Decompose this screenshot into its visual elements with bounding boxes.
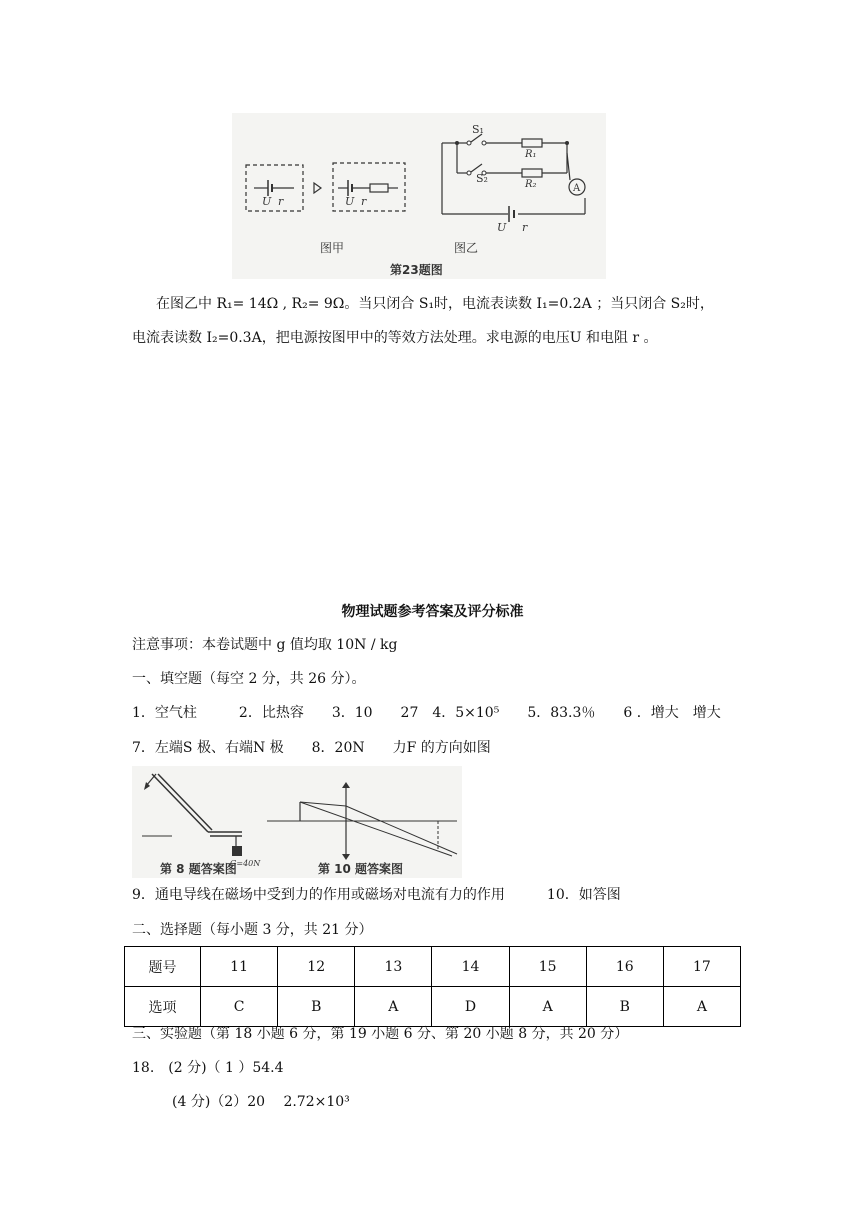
fig8-caption: 第 8 题答案图 xyxy=(160,862,237,876)
table-cell: 题号 xyxy=(125,947,201,987)
answer-line-1: 1．空气柱 2．比热容 3．10 27 4．5×10⁵ 5．83.3％ 6 ．增大 增大 xyxy=(132,705,721,721)
label-r1: R₁ xyxy=(525,149,537,160)
label-r-right: r xyxy=(361,195,367,208)
q18-line1: 18. (2 分)（ 1 ）54.4 xyxy=(132,1060,284,1076)
figure-23 xyxy=(232,113,606,279)
answers-title: 物理试题参考答案及评分标准 xyxy=(341,604,524,620)
table-cell: 选项 xyxy=(125,987,201,1027)
fig8-g-label: G=40N xyxy=(230,859,261,868)
table-cell: B xyxy=(278,987,355,1027)
answer-line-2: 7．左端S 极、右端N 极 8．20N 力F 的方向如图 xyxy=(132,740,491,756)
table-cell: A xyxy=(663,987,740,1027)
table-cell: 14 xyxy=(432,947,509,987)
table-cell: 16 xyxy=(586,947,663,987)
table-row xyxy=(125,987,741,1027)
note: 注意事项：本卷试题中 g 值均取 10N / kg xyxy=(132,637,398,653)
label-u-left: U xyxy=(262,195,272,208)
section-2: 二、选择题（每小题 3 分，共 21 分） xyxy=(132,922,373,938)
circuit-diagram xyxy=(232,113,606,279)
ammeter-label: A xyxy=(573,183,581,194)
label-r-left: r xyxy=(278,195,284,208)
label-s2: S₂ xyxy=(476,172,488,185)
answer-figures xyxy=(132,766,462,878)
section-1: 一、填空题（每空 2 分，共 26 分）。 xyxy=(132,671,366,687)
q23-line1: 在图乙中 R₁= 14Ω , R₂= 9Ω。当只闭合 S₁时，电流表读数 I₁=0.2A ；当只闭合 S₂时， xyxy=(156,296,714,312)
table-cell: 11 xyxy=(201,947,278,987)
sub-caption-right: 图乙 xyxy=(454,241,479,255)
section-3: 三、实验题（第 18 小题 6 分，第 19 小题 6 分、第 20 小题 8 分，共 20 分） xyxy=(132,1026,629,1042)
label-u-right: U xyxy=(345,195,355,208)
q23-line2: 电流表读数 I₂=0.3A，把电源按图甲中的等效方法处理。求电源的电压U 和电阻 r 。 xyxy=(132,330,658,346)
q18-line2: (4 分)（2）20 2.72×10³ xyxy=(172,1094,350,1110)
table-cell: A xyxy=(509,987,586,1027)
table-cell: B xyxy=(586,987,663,1027)
choice-answer-table xyxy=(124,946,741,1027)
label-u-circuit: U xyxy=(497,221,507,234)
label-r2: R₂ xyxy=(525,179,537,190)
sub-caption-left: 图甲 xyxy=(320,241,345,255)
fig10-caption: 第 10 题答案图 xyxy=(318,862,404,876)
table-cell: D xyxy=(432,987,509,1027)
figure-caption: 第23题图 xyxy=(390,263,443,277)
table-cell: 15 xyxy=(509,947,586,987)
arrow-icon xyxy=(314,183,321,193)
table-cell: 12 xyxy=(278,947,355,987)
label-r-circuit: r xyxy=(522,221,528,234)
table-cell: 13 xyxy=(355,947,432,987)
label-s1: S₁ xyxy=(472,123,484,136)
table-cell: A xyxy=(355,987,432,1027)
table-cell: 17 xyxy=(663,947,740,987)
table-row xyxy=(125,947,741,987)
answer-line-3: 9．通电导线在磁场中受到力的作用或磁场对电流有力的作用 10．如答图 xyxy=(132,887,621,903)
table-cell: C xyxy=(201,987,278,1027)
